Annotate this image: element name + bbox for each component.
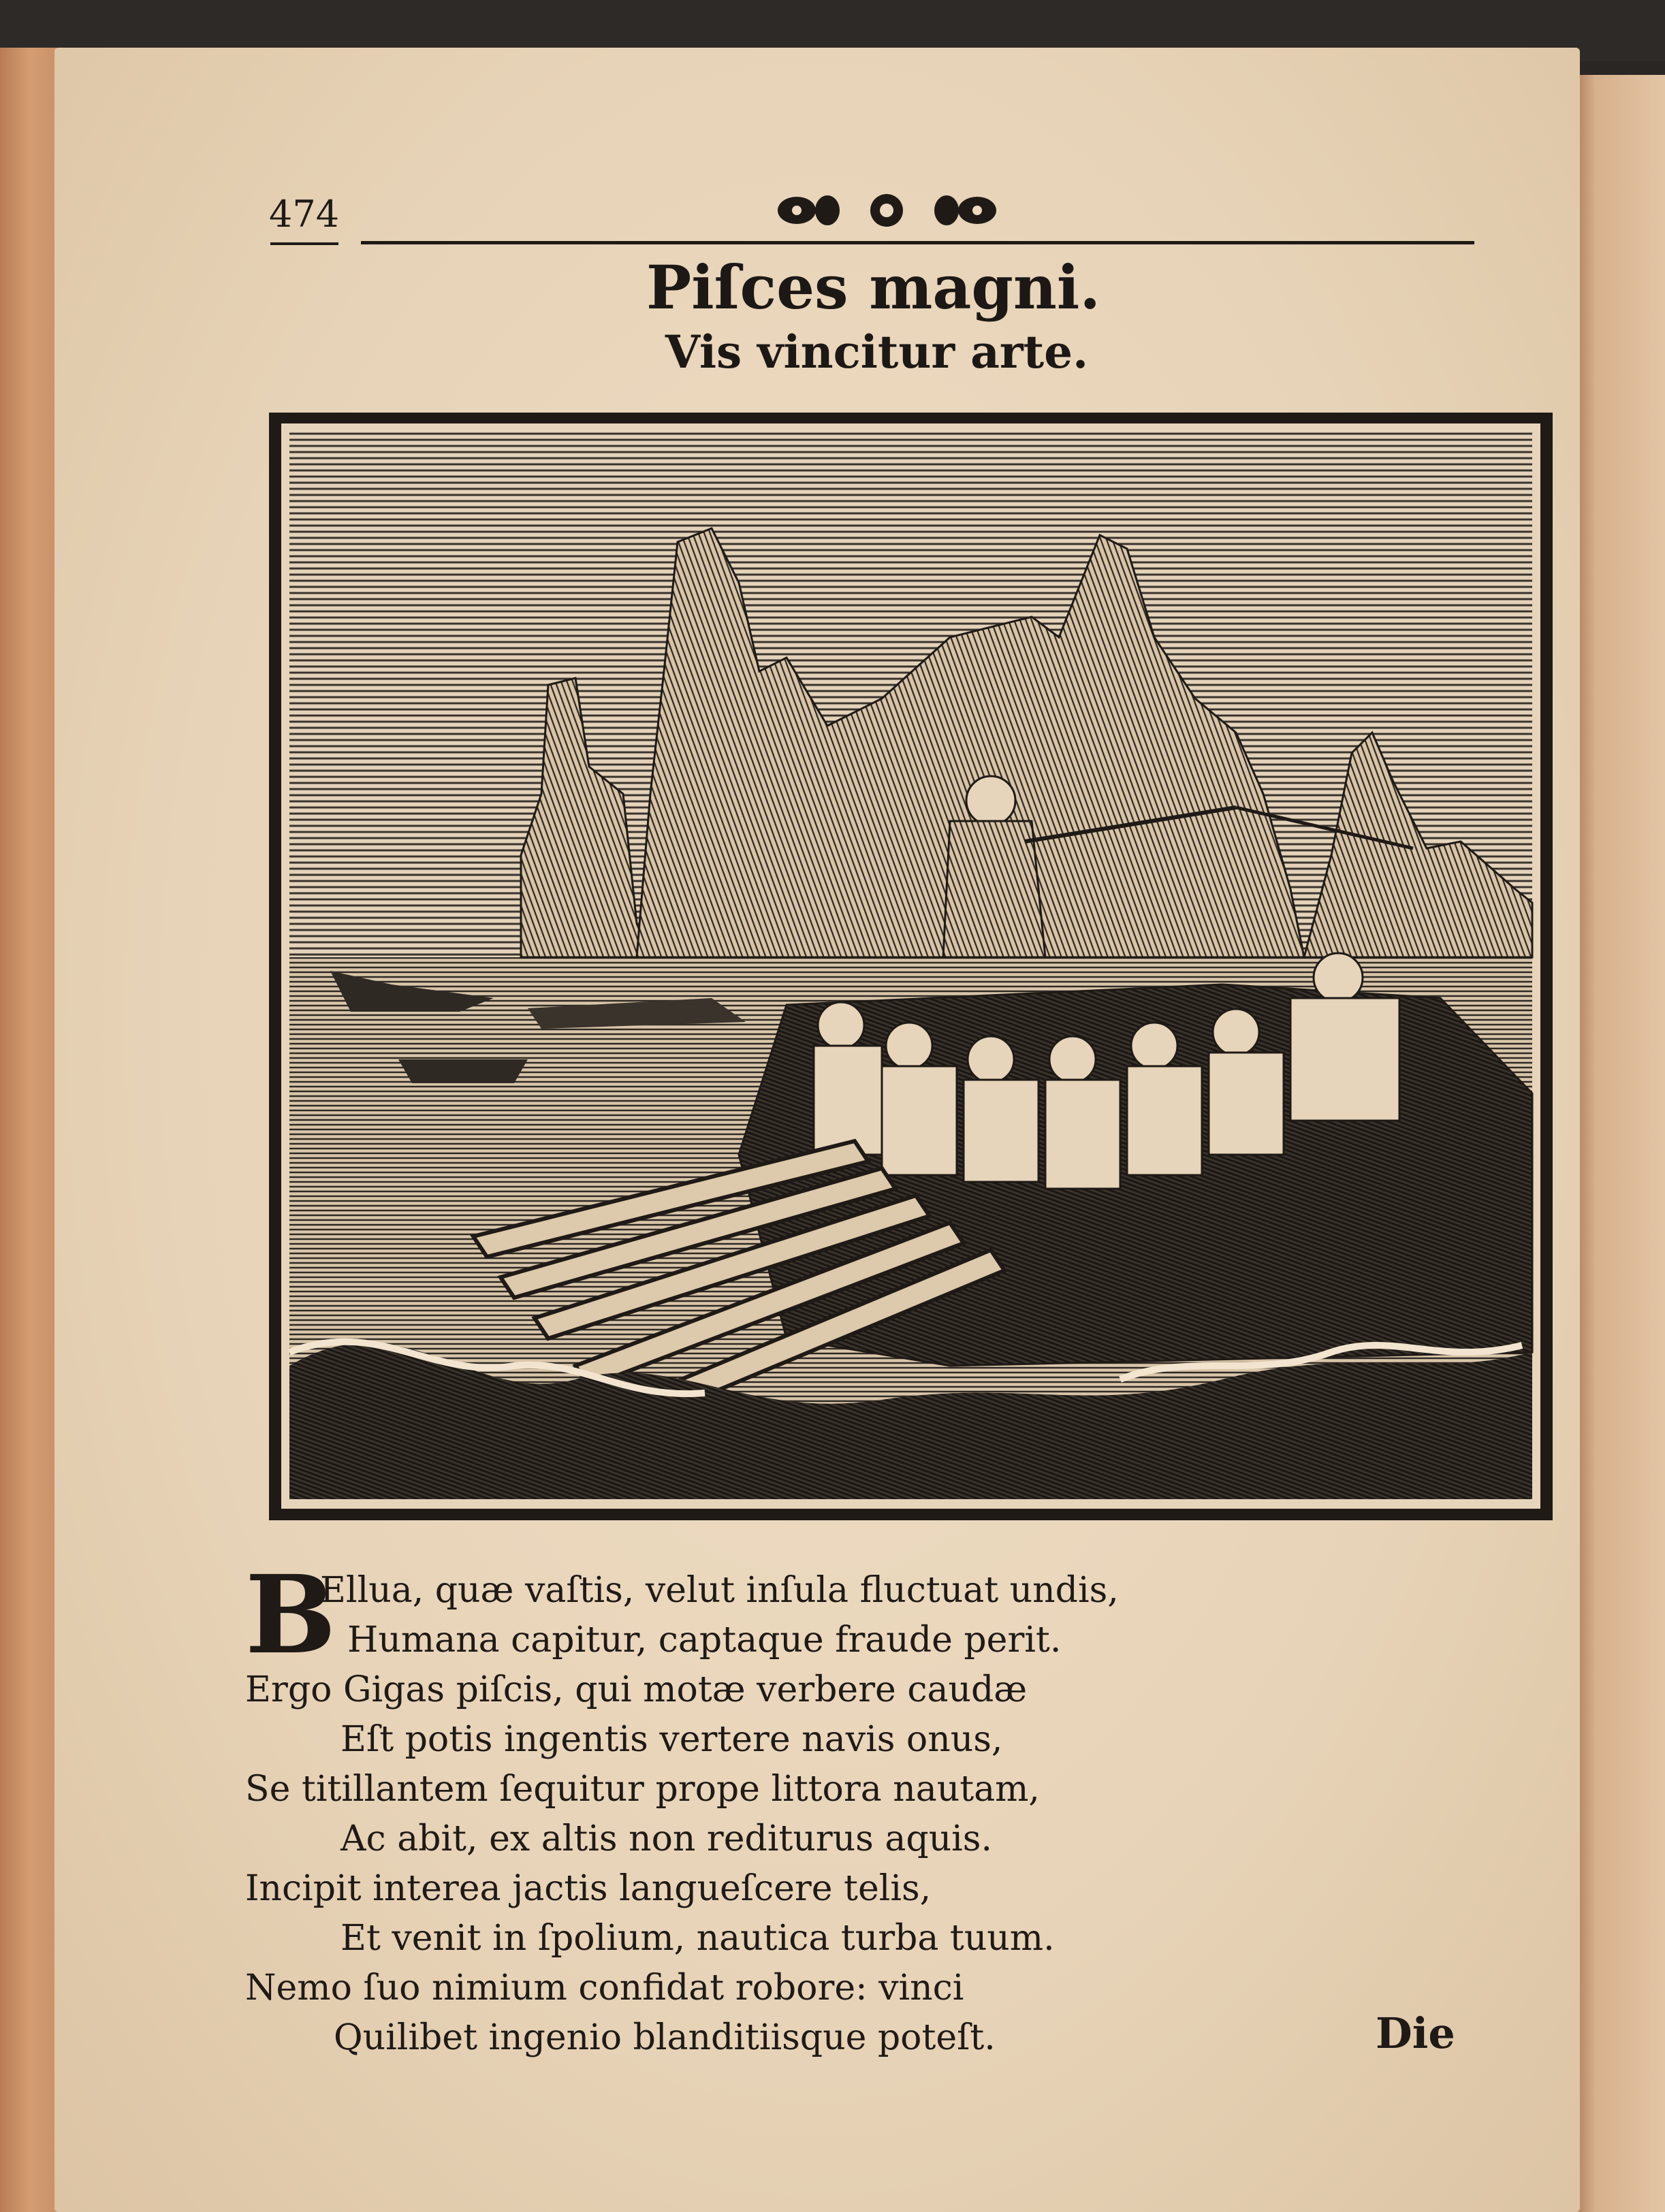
poem-line: Eſt potis ingentis vertere navis onus,	[340, 1719, 1003, 1760]
poem-line: Quilibet ingenio blanditiisque poteſt.	[334, 2017, 996, 2058]
catchword: Die	[1376, 2008, 1455, 2058]
poem-line: Et venit in ſpolium, nautica turba tuum.	[340, 1918, 1055, 1959]
poem-line: Ac abit, ex altis non rediturus aquis.	[340, 1818, 993, 1859]
poem-line: Ergo Gigas piſcis, qui motæ verbere caudæ	[245, 1669, 1028, 1710]
poem-line: Incipit interea jactis langueſcere telis,	[245, 1868, 932, 1909]
facing-page-edge	[1566, 75, 1665, 2212]
drop-cap: B	[245, 1552, 336, 1678]
poem-line: Humana capitur, captaque fraude perit.	[347, 1620, 1062, 1661]
engraving-illustration	[269, 413, 1553, 1520]
poem-line: Se titillantem ſequitur prope littora nautam,	[245, 1769, 1040, 1810]
fleuron-ornament-icon	[770, 187, 1004, 234]
header-rule	[361, 241, 1474, 244]
page-number-underline	[270, 242, 338, 245]
page-number: 474	[269, 193, 340, 236]
poem-line: Ellua, quæ vaſtis, velut inſula fluctuat undis,	[320, 1570, 1119, 1611]
page-title: Piſces magni.	[646, 252, 1100, 323]
poem-line: Nemo ſuo nimium confidat robore: vinci	[245, 1968, 964, 2008]
motto: Vis vincitur arte.	[665, 325, 1089, 379]
